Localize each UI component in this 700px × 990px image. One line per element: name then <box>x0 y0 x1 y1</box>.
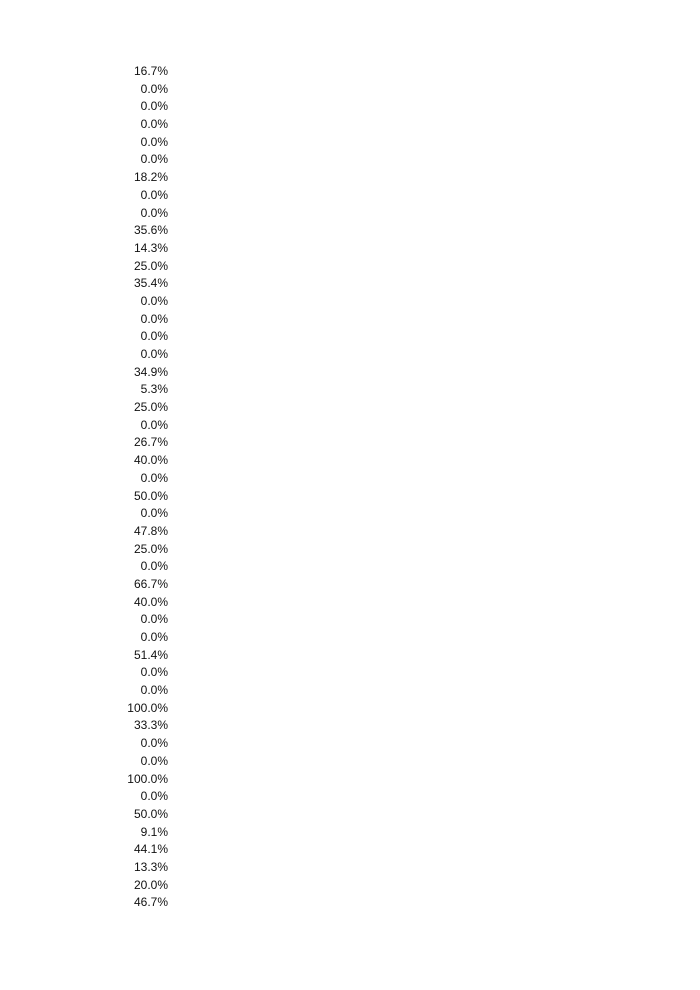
percentage-cell: 18.2% <box>133 170 168 185</box>
percentage-cell: 66.7% <box>133 576 168 591</box>
percentage-cell: 14.3% <box>133 240 168 255</box>
percentage-cell: 51.4% <box>133 647 168 662</box>
percentage-cell: 0.0% <box>140 665 168 680</box>
percentage-cell: 47.8% <box>133 523 168 538</box>
percentage-cell: 0.0% <box>140 559 168 574</box>
percentage-cell: 0.0% <box>140 99 168 114</box>
percentage-cell: 0.0% <box>140 630 168 644</box>
percentage-cell: 0.0% <box>140 134 168 149</box>
percentage-cell: 20.0% <box>133 877 168 892</box>
percentage-cell: 0.0% <box>140 117 168 132</box>
percentage-cell: 5.3% <box>140 382 168 397</box>
percentage-cell: 0.0% <box>140 81 168 96</box>
percentage-cell: 0.0% <box>140 152 168 167</box>
percentage-cell: 0.0% <box>140 187 168 202</box>
percentage-cell: 0.0% <box>140 753 168 768</box>
percentage-cell: 9.1% <box>140 824 168 839</box>
percentage-cell: 35.4% <box>133 276 168 291</box>
percentage-cell: 40.0% <box>133 594 168 609</box>
percentage-cell: 26.7% <box>133 435 168 450</box>
percentage-cell: 0.0% <box>140 470 168 485</box>
percentage-cell: 0.0% <box>140 506 168 521</box>
percentage-cell: 0.0% <box>140 347 168 361</box>
percentage-cell: 16.7% <box>133 64 168 78</box>
percentage-cell: 25.0% <box>133 541 168 556</box>
percentage-cell: 50.0% <box>133 806 168 821</box>
percentage-cell: 50.0% <box>133 488 168 503</box>
percentage-cell: 100.0% <box>127 700 168 715</box>
percentage-cell: 25.0% <box>133 258 168 273</box>
percentage-cell: 25.0% <box>133 400 168 415</box>
percentage-cell: 0.0% <box>140 329 168 344</box>
percentage-cell: 13.3% <box>133 859 168 874</box>
percentage-cell: 0.0% <box>140 417 168 432</box>
percentage-cell: 0.0% <box>140 683 168 698</box>
percentage-cell: 34.9% <box>133 364 168 379</box>
percentage-cell: 35.6% <box>133 223 168 238</box>
percentage-cell: 0.0% <box>140 205 168 220</box>
percentage-column <box>100 63 168 912</box>
percentage-cell: 0.0% <box>140 736 168 751</box>
percentage-cell: 44.1% <box>133 842 168 857</box>
percentage-cell: 0.0% <box>140 612 168 627</box>
percentage-cell: 40.0% <box>133 453 168 468</box>
percentage-cell: 46.7% <box>133 895 168 910</box>
percentage-cell: 0.0% <box>140 789 168 804</box>
percentage-cell: 0.0% <box>140 293 168 308</box>
percentage-cell: 100.0% <box>127 771 168 786</box>
percentage-cell: 33.3% <box>133 718 168 733</box>
percentage-cell: 0.0% <box>140 311 168 326</box>
